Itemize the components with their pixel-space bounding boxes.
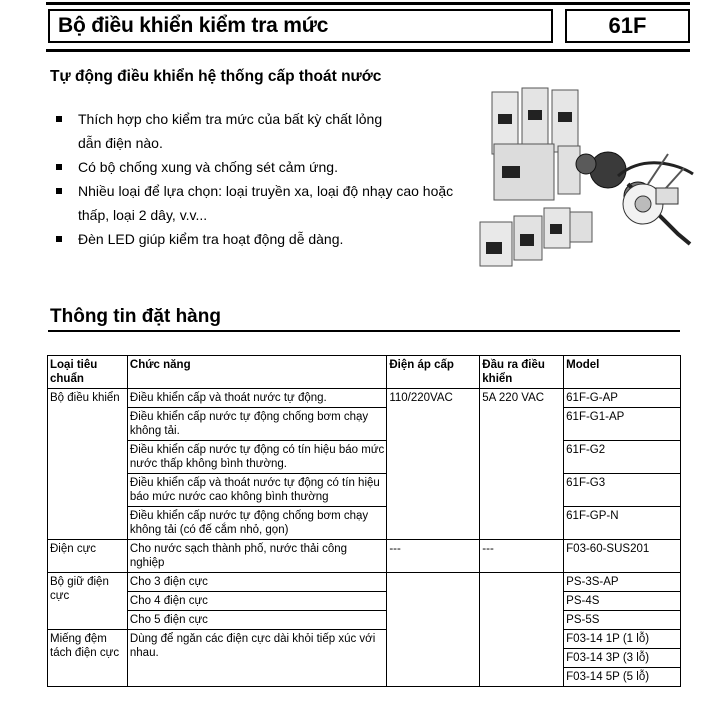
- model-cell: F03-60-SUS201: [564, 540, 681, 573]
- table-row: [48, 474, 681, 507]
- table-row: [48, 507, 681, 540]
- col-header: Loại tiêu chuẩn: [48, 356, 128, 389]
- function-cell: Điều khiển cấp và thoát nước tự động có tín hiệu báo mức nước cao không bình thường: [127, 474, 386, 507]
- table-row: [48, 592, 681, 611]
- feature-list: [52, 107, 472, 251]
- model-cell: 61F-G1-AP: [564, 408, 681, 441]
- function-cell: Điều khiển cấp và thoát nước tự động.: [127, 389, 386, 408]
- feature-item: Nhiều loại để lựa chọn: loại truyền xa, loại độ nhạy cao hoặc thấp, loại 2 dây, v.v...: [52, 179, 472, 227]
- function-cell: Dùng để ngăn các điện cực dài khỏi tiếp xúc với nhau.: [127, 630, 386, 687]
- subtitle: Tự động điều khiển hệ thống cấp thoát nước: [50, 68, 382, 85]
- top-rule: [46, 2, 690, 5]
- title-box: [48, 9, 553, 43]
- type-cell: Miếng đệm tách điện cực: [48, 630, 128, 687]
- table-row: [48, 389, 681, 408]
- ordering-table: [47, 355, 681, 687]
- model-cell: PS-5S: [564, 611, 681, 630]
- model-cell: 61F-G2: [564, 441, 681, 474]
- voltage-cell: [387, 573, 480, 687]
- col-header: Đầu ra điều khiển: [480, 356, 564, 389]
- bullet-square-icon: [56, 164, 62, 170]
- page-title: Bộ điều khiển kiểm tra mức: [58, 14, 329, 37]
- function-cell: Điều khiển cấp nước tự động chống bơm chạy không tải (có đế cắm nhỏ, gọn): [127, 507, 386, 540]
- output-cell: 5A 220 VAC: [480, 389, 564, 540]
- model-cell: PS-4S: [564, 592, 681, 611]
- model-cell: 61F-G-AP: [564, 389, 681, 408]
- table-row: [48, 540, 681, 573]
- model-cell: F03-14 3P (3 lỗ): [564, 649, 681, 668]
- table-row: [48, 611, 681, 630]
- function-cell: Cho 4 điện cực: [127, 592, 386, 611]
- model-code: 61F: [608, 13, 647, 38]
- title-underline: [46, 49, 690, 52]
- model-cell: F03-14 1P (1 lỗ): [564, 630, 681, 649]
- section-heading: Thông tin đặt hàng: [50, 306, 221, 327]
- type-cell: Điện cực: [48, 540, 128, 573]
- feature-item: Có bộ chống xung và chống sét cảm ứng.: [52, 155, 472, 179]
- voltage-cell: 110/220VAC: [387, 389, 480, 540]
- bullet-square-icon: [56, 116, 62, 122]
- bullet-square-icon: [56, 188, 62, 194]
- function-cell: Điều khiển cấp nước tự động có tín hiệu báo mức nước thấp không bình thường.: [127, 441, 386, 474]
- feature-item: Thích hợp cho kiểm tra mức của bất kỳ chất lỏng dẫn điện nào.: [52, 107, 472, 155]
- table-row: [48, 441, 681, 474]
- type-cell: Bộ điều khiển: [48, 389, 128, 540]
- function-cell: Cho 3 điện cực: [127, 573, 386, 592]
- col-header: Điện áp cấp: [387, 356, 480, 389]
- output-cell: ---: [480, 540, 564, 573]
- model-cell: F03-14 5P (5 lỗ): [564, 668, 681, 687]
- section-rule: [48, 330, 680, 332]
- voltage-cell: ---: [387, 540, 480, 573]
- col-header: Model: [564, 356, 681, 389]
- model-cell: PS-3S-AP: [564, 573, 681, 592]
- type-cell: Bộ giữ điện cực: [48, 573, 128, 630]
- function-cell: Cho 5 điện cực: [127, 611, 386, 630]
- model-box: [565, 9, 690, 43]
- product-photo: [478, 84, 700, 280]
- model-cell: 61F-G3: [564, 474, 681, 507]
- bullet-square-icon: [56, 236, 62, 242]
- output-cell: [480, 573, 564, 687]
- function-cell: Điều khiển cấp nước tự động chống bơm chạy không tải.: [127, 408, 386, 441]
- table-row: [48, 630, 681, 649]
- function-cell: Cho nước sạch thành phố, nước thải công nghiệp: [127, 540, 386, 573]
- col-header: Chức năng: [127, 356, 386, 389]
- table-row: [48, 408, 681, 441]
- table-row: [48, 573, 681, 592]
- table-header-row: [48, 356, 681, 389]
- model-cell: 61F-GP-N: [564, 507, 681, 540]
- feature-item: Đèn LED giúp kiểm tra hoạt động dễ dàng.: [52, 227, 472, 251]
